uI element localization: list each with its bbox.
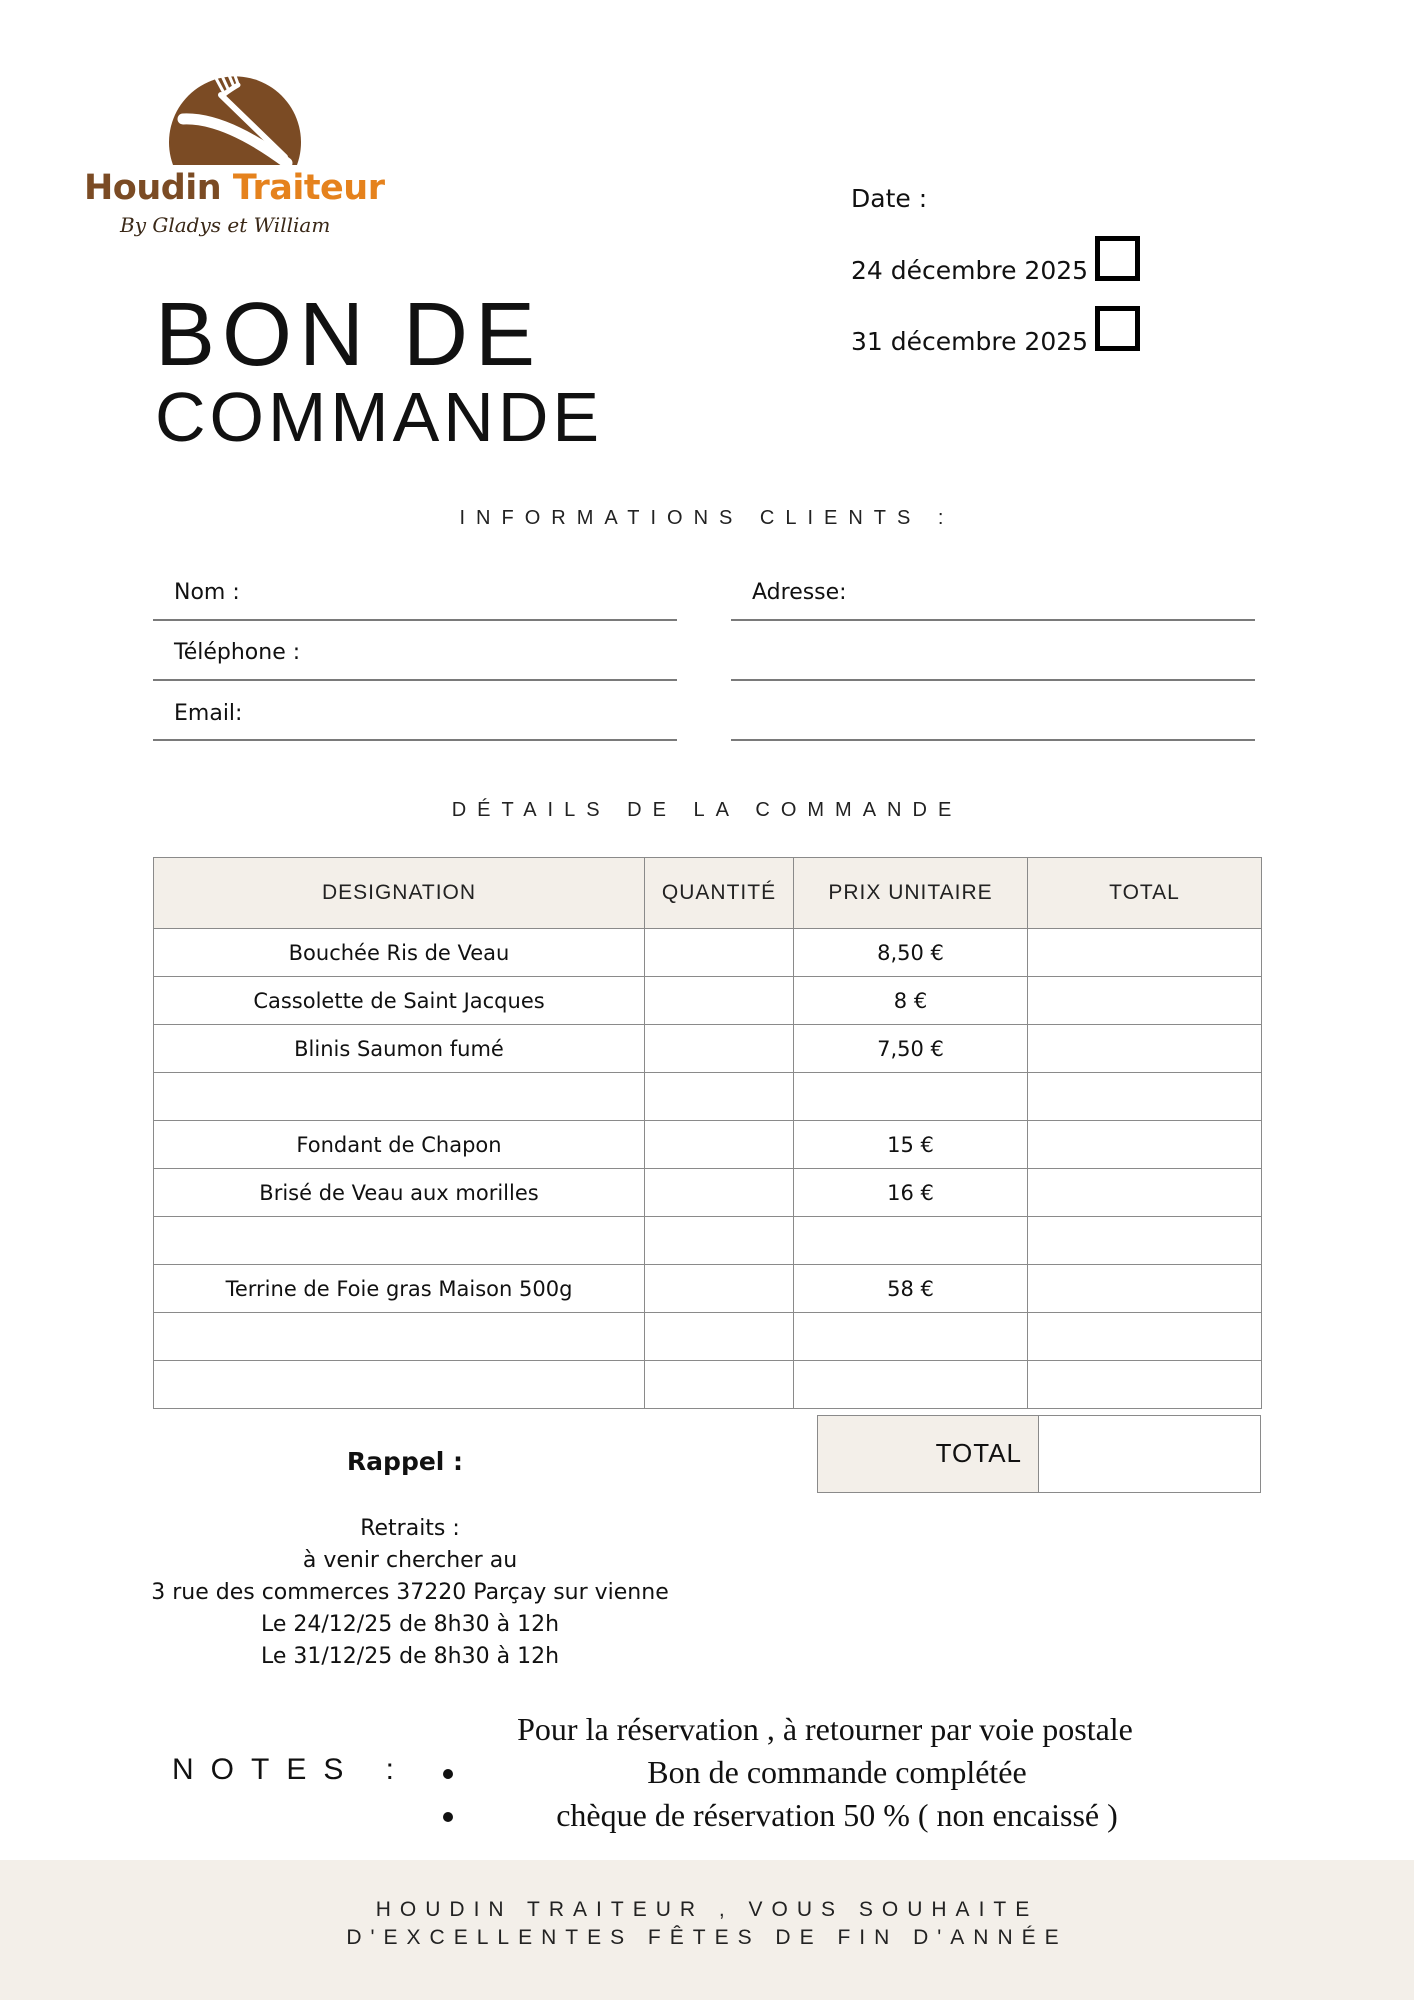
brand-tagline: By Gladys et William — [120, 213, 331, 237]
cell-total[interactable] — [1028, 1025, 1262, 1073]
address-underline-3 — [731, 739, 1255, 741]
cell-quantity[interactable] — [645, 1025, 794, 1073]
cell-unit-price: 7,50 € — [794, 1025, 1028, 1073]
footer-line-1: HOUDIN TRAITEUR , VOUS SOUHAITE — [375, 1898, 1039, 1921]
grand-total-value[interactable] — [1038, 1415, 1261, 1493]
notes-item: • chèque de réservation 50 % ( non encaissé ) — [469, 1794, 1205, 1837]
page-title-line2: COMMANDE — [155, 378, 604, 456]
cell-unit-price: 8,50 € — [794, 929, 1028, 977]
order-row — [154, 1121, 1262, 1169]
col-header-designation: DESIGNATION — [154, 858, 645, 929]
address-field-line2[interactable] — [740, 637, 1250, 671]
reminder-line: à venir chercher au — [302, 1548, 518, 1573]
order-row — [154, 1169, 1262, 1217]
cell-unit-price — [794, 1073, 1028, 1121]
cell-designation: Blinis Saumon fumé — [154, 1025, 645, 1073]
order-row — [154, 1361, 1262, 1409]
cell-unit-price: 58 € — [794, 1265, 1028, 1313]
cell-designation: Terrine de Foie gras Maison 500g — [154, 1265, 645, 1313]
cell-designation — [154, 1313, 645, 1361]
brand-name-part2: Traiteur — [232, 168, 385, 208]
cell-quantity[interactable] — [645, 977, 794, 1025]
cell-quantity[interactable] — [645, 1217, 794, 1265]
cell-designation: Brisé de Veau aux morilles — [154, 1169, 645, 1217]
cell-designation: Fondant de Chapon — [154, 1121, 645, 1169]
cell-designation: Bouchée Ris de Veau — [154, 929, 645, 977]
cell-total[interactable] — [1028, 1169, 1262, 1217]
cell-total[interactable] — [1028, 1121, 1262, 1169]
phone-label: Téléphone : — [174, 640, 301, 665]
cell-total[interactable] — [1028, 1313, 1262, 1361]
order-row — [154, 977, 1262, 1025]
cell-quantity[interactable] — [645, 1313, 794, 1361]
footer-message — [0, 1896, 1414, 1952]
email-label: Email: — [174, 701, 243, 726]
phone-field[interactable] — [310, 637, 670, 671]
notes-block — [445, 1708, 1205, 1837]
col-header-total: TOTAL — [1028, 858, 1262, 929]
col-header-quantity: QUANTITÉ — [645, 858, 794, 929]
cell-total[interactable] — [1028, 929, 1262, 977]
brand-name — [84, 168, 384, 208]
phone-underline — [153, 679, 677, 681]
cell-unit-price: 15 € — [794, 1121, 1028, 1169]
cell-total[interactable] — [1028, 1361, 1262, 1409]
name-underline — [153, 619, 677, 621]
page-title-line1: BON DE — [155, 285, 543, 385]
cell-quantity[interactable] — [645, 929, 794, 977]
reminder-line: 3 rue des commerces 37220 Parçay sur vienne — [151, 1580, 669, 1605]
cell-quantity[interactable] — [645, 1073, 794, 1121]
order-row — [154, 1217, 1262, 1265]
cell-quantity[interactable] — [645, 1169, 794, 1217]
address-underline-2 — [731, 679, 1255, 681]
name-field[interactable] — [250, 577, 670, 611]
cell-designation — [154, 1361, 645, 1409]
cell-quantity[interactable] — [645, 1265, 794, 1313]
order-table-header — [154, 858, 1262, 929]
address-field-line1[interactable] — [860, 577, 1250, 611]
notes-list — [445, 1751, 1205, 1837]
order-details-heading: DÉTAILS DE LA COMMANDE — [451, 799, 963, 821]
client-info-heading: INFORMATIONS CLIENTS : — [459, 507, 955, 529]
order-row — [154, 929, 1262, 977]
date-option-label-1: 24 décembre 2025 — [851, 256, 1089, 285]
order-row — [154, 1025, 1262, 1073]
notes-intro: Pour la réservation , à retourner par voie postale — [517, 1711, 1133, 1747]
name-label: Nom : — [174, 580, 240, 605]
cell-quantity[interactable] — [645, 1121, 794, 1169]
cell-total[interactable] — [1028, 1265, 1262, 1313]
date-option-checkbox-2[interactable] — [1095, 306, 1140, 351]
reminder-line: Retraits : — [360, 1516, 460, 1541]
order-table — [153, 857, 1262, 1409]
order-row — [154, 1073, 1262, 1121]
col-header-unit-price: PRIX UNITAIRE — [794, 858, 1028, 929]
reminder-line: Le 24/12/25 de 8h30 à 12h — [260, 1612, 560, 1637]
reminder-line: Le 31/12/25 de 8h30 à 12h — [260, 1644, 560, 1669]
logo-cutlery-icon — [165, 55, 305, 170]
order-row — [154, 1313, 1262, 1361]
cell-unit-price — [794, 1313, 1028, 1361]
email-field[interactable] — [262, 698, 670, 732]
order-row — [154, 1265, 1262, 1313]
grand-total-label: TOTAL — [935, 1438, 1022, 1468]
cell-designation: Cassolette de Saint Jacques — [154, 977, 645, 1025]
cell-unit-price — [794, 1361, 1028, 1409]
notes-label: NOTES : — [172, 1753, 412, 1786]
date-option-label-2: 31 décembre 2025 — [851, 327, 1089, 356]
address-underline-1 — [731, 619, 1255, 621]
cell-total[interactable] — [1028, 1217, 1262, 1265]
brand-name-part1: Houdin — [84, 168, 222, 208]
cell-unit-price — [794, 1217, 1028, 1265]
address-field-line3[interactable] — [740, 698, 1250, 732]
email-underline — [153, 739, 677, 741]
cell-designation — [154, 1217, 645, 1265]
cell-total[interactable] — [1028, 1073, 1262, 1121]
address-label: Adresse: — [752, 580, 847, 605]
cell-quantity[interactable] — [645, 1361, 794, 1409]
notes-item: • Bon de commande complétée — [469, 1751, 1205, 1794]
cell-unit-price: 16 € — [794, 1169, 1028, 1217]
cell-designation — [154, 1073, 645, 1121]
reminder-body — [130, 1513, 690, 1673]
reminder-title: Rappel : — [346, 1447, 464, 1476]
date-option-checkbox-1[interactable] — [1095, 236, 1140, 281]
grand-total-label-cell — [817, 1415, 1039, 1493]
cell-total[interactable] — [1028, 977, 1262, 1025]
date-label: Date : — [851, 184, 928, 213]
footer-line-2: D'EXCELLENTES FÊTES DE FIN D'ANNÉE — [346, 1926, 1068, 1949]
cell-unit-price: 8 € — [794, 977, 1028, 1025]
